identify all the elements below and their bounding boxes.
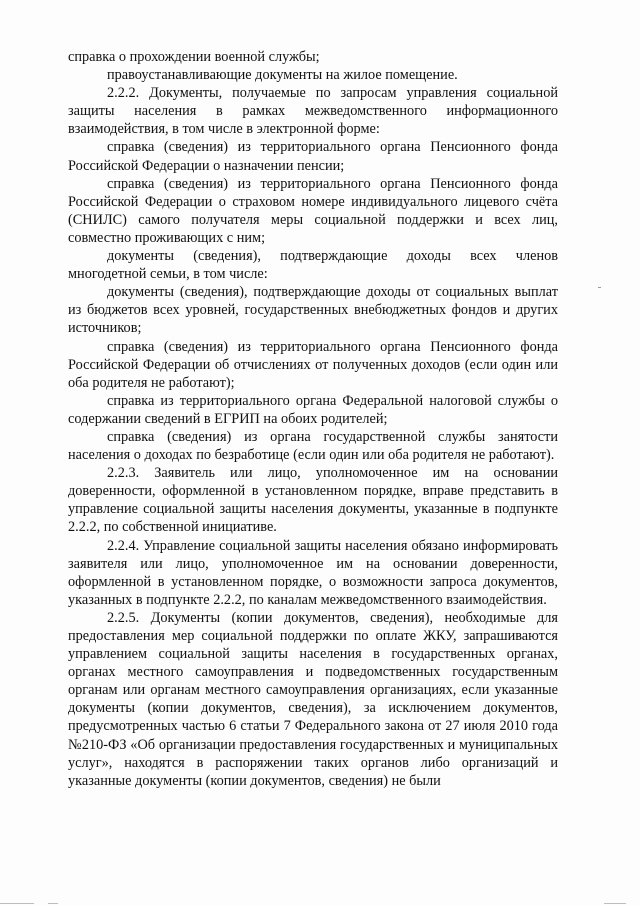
scan-artifact: [604, 903, 626, 904]
paragraph-snils-certificate: справка (сведения) из территориального органа Пенсионного фонда Российской Федерации о страховом номере индивидуального лицевого счёта (СНИЛС) самого получателя меры социальной поддержки и всех лиц, совместно проживающих с ним;: [68, 175, 558, 246]
paragraph-pension-certificate: справка (сведения) из территориального органа Пенсионного фонда Российской Федерации о назначении пенсии;: [68, 139, 558, 174]
paragraph-pension-deductions: справка (сведения) из территориального органа Пенсионного фонда Российской Федерации об отчислениях от полученных доходов (если один или оба родителя не работают);: [68, 338, 558, 391]
document-body: [68, 48, 558, 790]
paragraph-title-documents: правоустанавливающие документы на жилое помещение.: [107, 67, 458, 84]
scan-artifact: [0, 903, 34, 904]
paragraph-tax-egrip: справка из территориального органа Федеральной налоговой службы о содержании сведений в ЕГРИП на обоих родителей;: [68, 392, 558, 427]
paragraph-2-2-3: 2.2.3. Заявитель или лицо, уполномоченное им на основании доверенности, оформленной в установленном порядке, вправе представить в управление социальной защиты населения документы, указанные в подпункте 2.2.2, по собственной инициативе.: [68, 465, 558, 536]
paragraph-2-2-5: 2.2.5. Документы (копии документов, сведения), необходимые для предоставления мер социальной поддержки по оплате ЖКУ, запрашиваются управлением социальной защиты населения в государственных органах, органах местного самоуправления и подведомственных государственным органам или органам местного самоуправления организациях, если указанные документы (копии документов, сведения), за исключением документов, предусмотренных частью 6 статьи 7 Федерального закона от 27 июля 2010 года №210-ФЗ «Об организации предоставления государственных и муниципальных услуг», находятся в распоряжении таких органов либо организаций и указанные документы (копии документов, сведения) не были: [68, 609, 558, 789]
paragraph-2-2-2: 2.2.2. Документы, получаемые по запросам управления социальной защиты населения в рамках межведомственного информационного взаимодействия, в том числе в электронной форме:: [68, 85, 558, 138]
paragraph-unemployment: справка (сведения) из органа государственной службы занятости населения о доходах по безработице (если один или оба родителя не работают).: [68, 428, 558, 464]
paragraph-family-income: документы (сведения), подтверждающие доходы всех членов многодетной семьи, в том числе:: [68, 248, 558, 283]
paragraph-social-payments: документы (сведения), подтверждающие доходы от социальных выплат из бюджетов всех уровней, государственных внебюджетных фондов и других источников;: [68, 284, 558, 337]
paragraph-2-2-4: 2.2.4. Управление социальной защиты населения обязано информировать заявителя или лицо, уполномоченное им на основании доверенности, оформленной в установленном порядке, о возможности запроса документов, указанных в подпункте 2.2.2, по каналам межведомственного взаимодействия.: [68, 537, 558, 608]
paragraph-military-service: справка о прохождении военной службы;: [68, 49, 320, 65]
scan-artifact: [598, 287, 601, 288]
scan-artifact: [48, 903, 58, 904]
